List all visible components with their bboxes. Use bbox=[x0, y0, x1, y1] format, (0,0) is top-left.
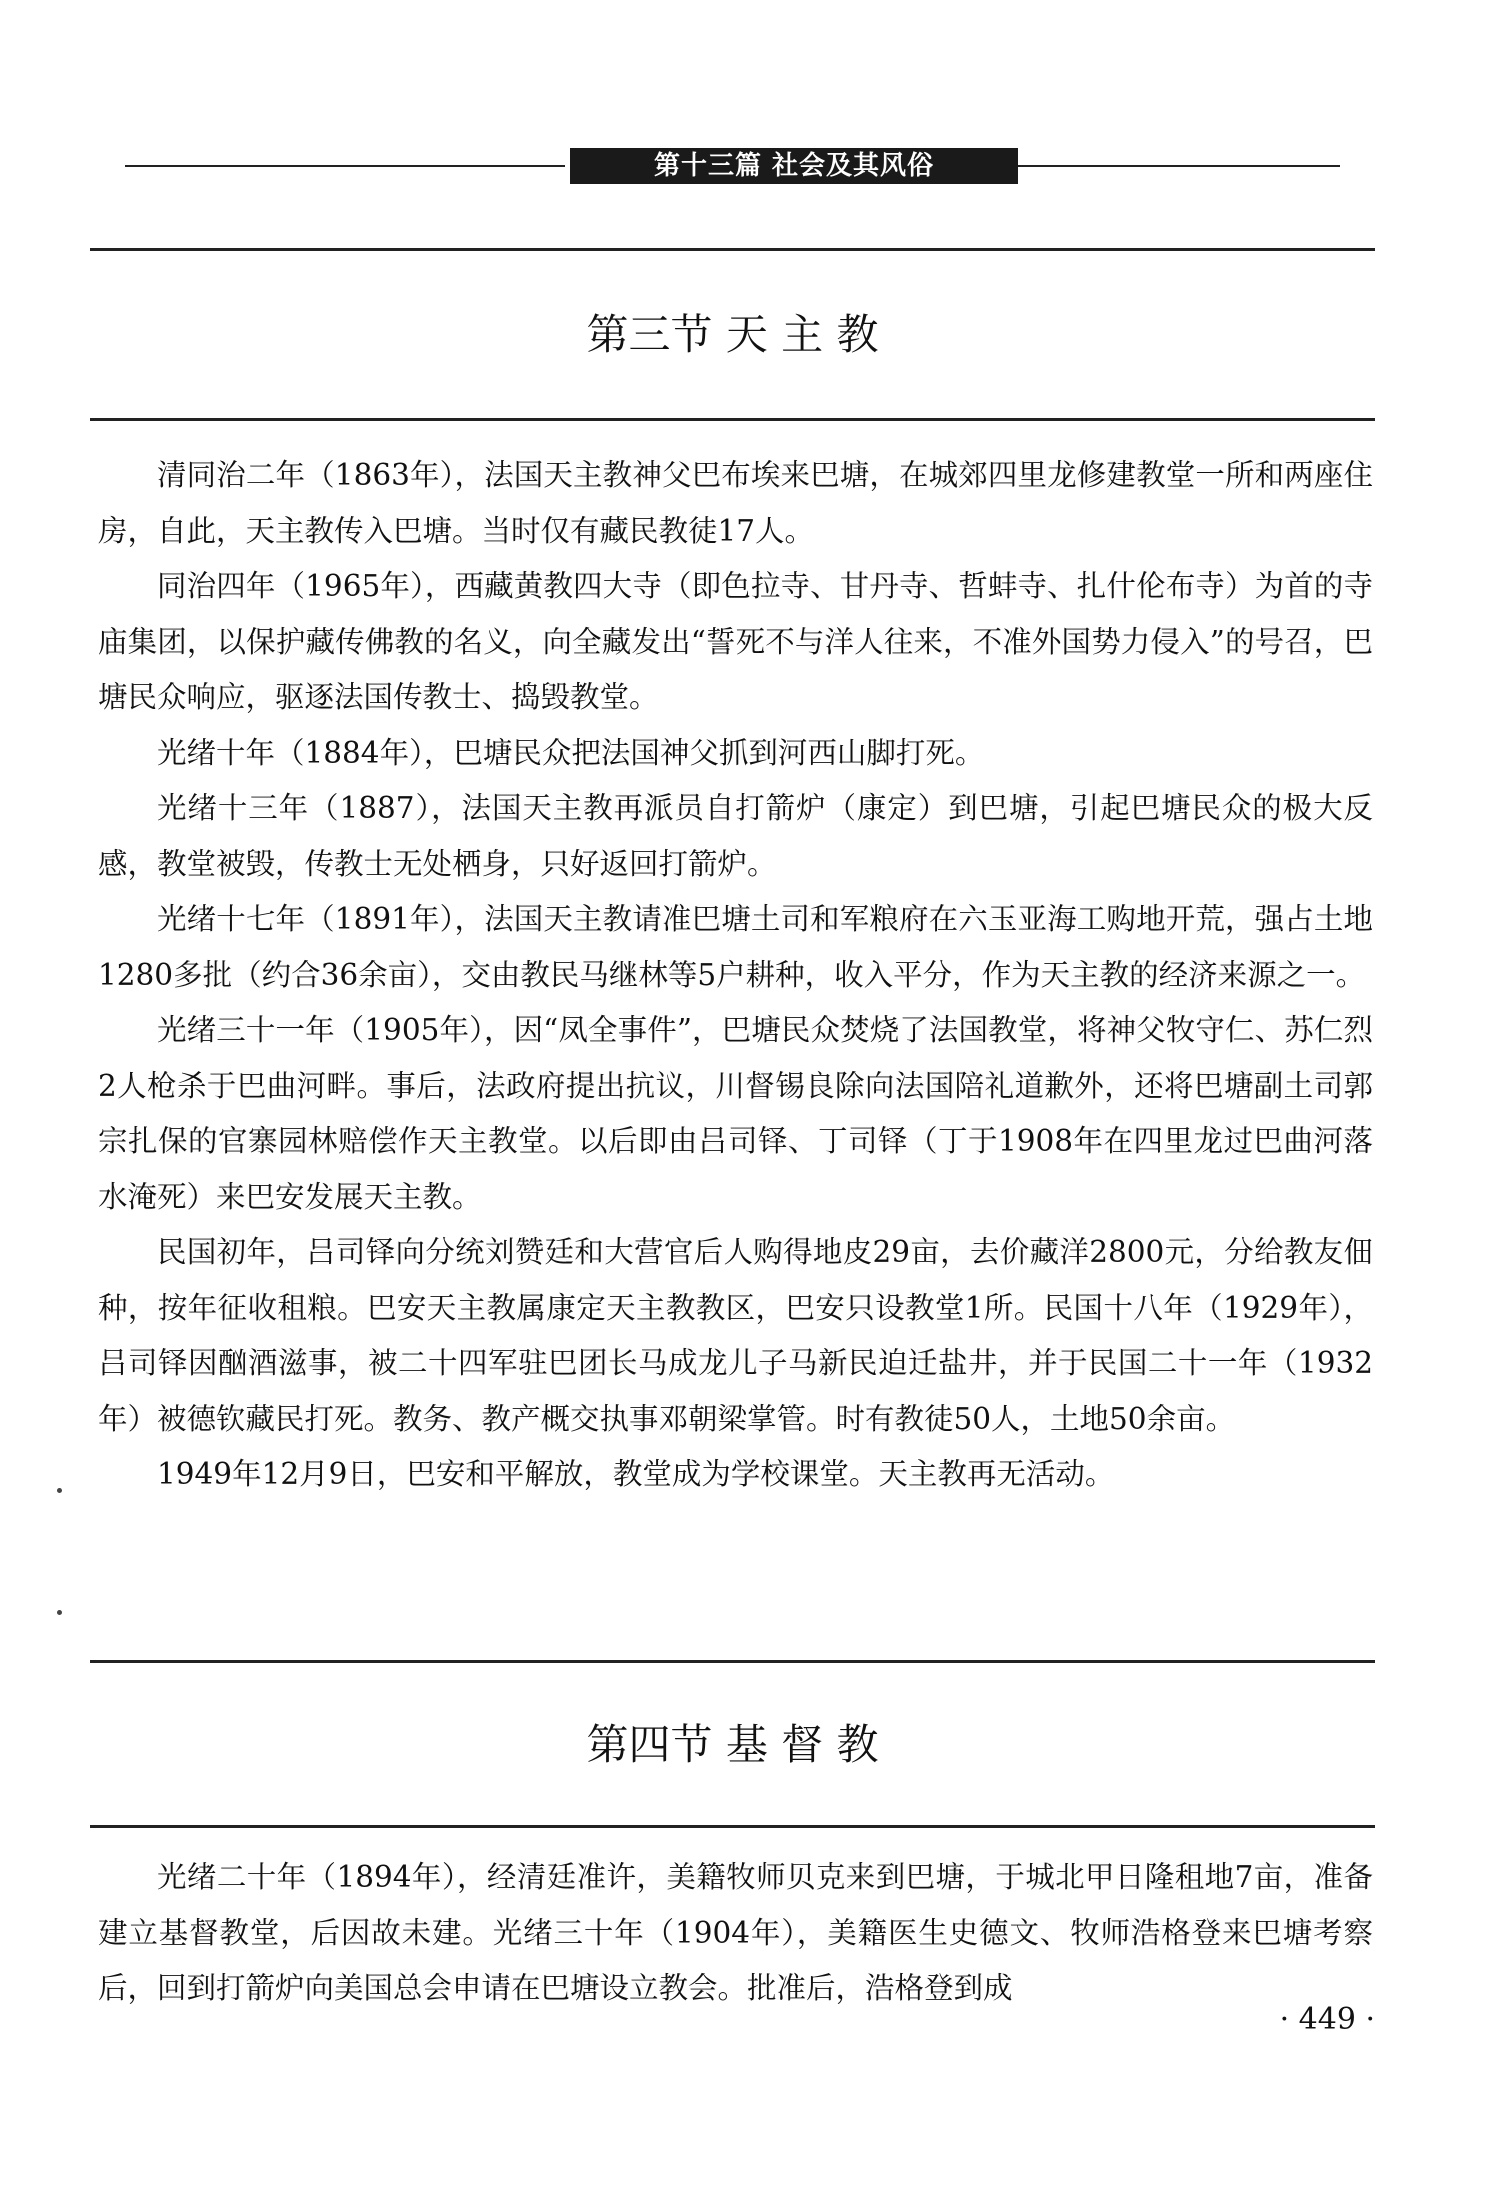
section3-title: 第三节 天 主 教 bbox=[586, 310, 879, 359]
paragraph: 光绪三十一年（1905年），因“凤全事件”，巴塘民众焚烧了法国教堂，将神父牧守仁、苏仁烈2人枪杀于巴曲河畔。事后，法政府提出抗议，川督锡良除向法国陪礼道歉外，还将巴塘副土司郭宗扎保的官寨园林赔偿作天主教堂。以后即由吕司铎、丁司铎（丁于1908年在四里龙过巴曲河落水淹死）来巴安发展天主教。 bbox=[98, 1013, 1373, 1214]
page-number: · 449 · bbox=[1279, 2002, 1375, 2037]
section4-top-divider bbox=[90, 1660, 1375, 1663]
header-rule-left bbox=[125, 165, 565, 167]
scan-speck bbox=[57, 1488, 62, 1493]
paragraph: 民国初年，吕司铎向分统刘赞廷和大营官后人购得地皮29亩，去价藏洋2800元，分给教友佃种，按年征收租粮。巴安天主教属康定天主教教区，巴安只设教堂1所。民国十八年（1929年），吕司铎因酗酒滋事，被二十四军驻巴团长马成龙儿子马新民迫迁盐井，并于民国二十一年（1932年）被德钦藏民打死。教务、教产概交执事邓朝梁掌管。时有教徒50人，土地50余亩。 bbox=[98, 1235, 1373, 1436]
section4-title: 第四节 基 督 教 bbox=[586, 1720, 879, 1769]
section3-bottom-divider bbox=[90, 418, 1375, 421]
header-rule-right bbox=[1018, 165, 1340, 167]
running-title: 第十三篇 社会及其风俗 bbox=[570, 148, 1018, 184]
section4-bottom-divider bbox=[90, 1825, 1375, 1828]
section3-top-divider bbox=[90, 248, 1375, 251]
paragraph: 光绪十七年（1891年），法国天主教请准巴塘土司和军粮府在六玉亚海工购地开荒，强占土地1280多批（约合36余亩），交由教民马继林等5户耕种，收入平分，作为天主教的经济来源之一。 bbox=[98, 902, 1373, 992]
running-header bbox=[125, 148, 1340, 184]
paragraph: 清同治二年（1863年），法国天主教神父巴布埃来巴塘，在城郊四里龙修建教堂一所和两座住房，自此，天主教传入巴塘。当时仅有藏民教徒17人。 bbox=[98, 458, 1373, 548]
paragraph: 光绪十年（1884年），巴塘民众把法国神父抓到河西山脚打死。 bbox=[157, 735, 985, 770]
section3-body bbox=[98, 448, 1373, 1503]
paragraph: 1949年12月9日，巴安和平解放，教堂成为学校课堂。天主教再无活动。 bbox=[157, 1457, 1115, 1491]
paragraph: 光绪二十年（1894年），经清廷准许，美籍牧师贝克来到巴塘，于城北甲日隆租地7亩，准备建立基督教堂，后因故未建。光绪三十年（1904年），美籍医生史德文、牧师浩格登来巴塘考察后，回到打箭炉向美国总会申请在巴塘设立教会。批准后，浩格登到成 bbox=[98, 1860, 1373, 2005]
paragraph: 同治四年（1965年），西藏黄教四大寺（即色拉寺、甘丹寺、哲蚌寺、扎什伦布寺）为首的寺庙集团，以保护藏传佛教的名义，向全藏发出“誓死不与洋人往来，不准外国势力侵入”的号召，巴塘民众响应，驱逐法国传教士、捣毁教堂。 bbox=[98, 569, 1373, 714]
scan-speck bbox=[57, 1610, 62, 1615]
section4-body bbox=[98, 1850, 1373, 2017]
paragraph: 光绪十三年（1887），法国天主教再派员自打箭炉（康定）到巴塘，引起巴塘民众的极大反感，教堂被毁，传教士无处栖身，只好返回打箭炉。 bbox=[98, 791, 1373, 881]
